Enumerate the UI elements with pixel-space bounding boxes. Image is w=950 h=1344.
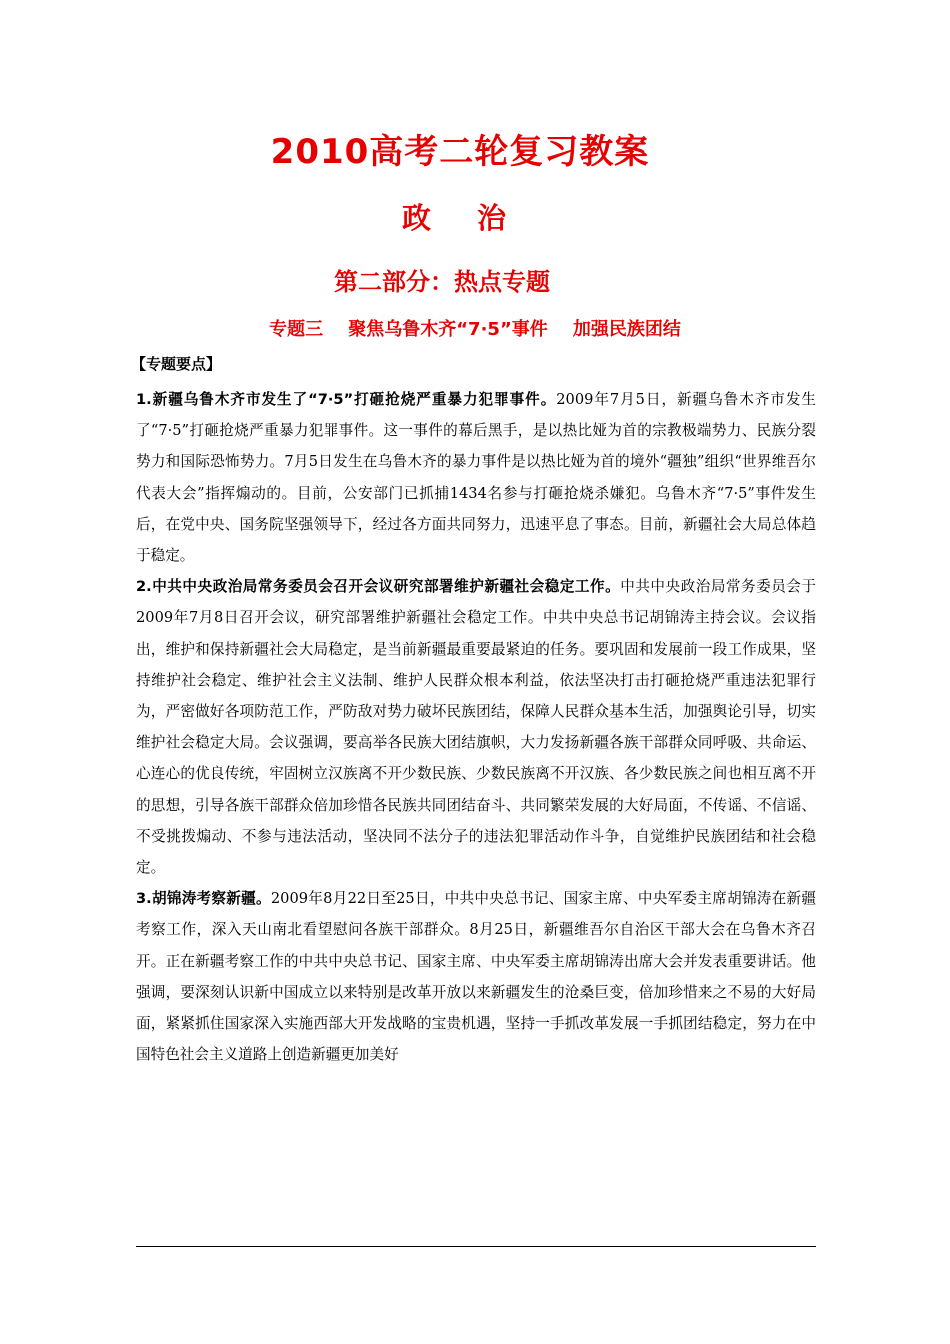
- point-paragraph-2: [136, 571, 816, 883]
- footer-rule: [136, 1246, 816, 1247]
- subject-char-right: 治: [477, 201, 507, 235]
- part-heading: 第二部分：热点专题: [334, 268, 550, 296]
- point-lead-1: 1.新疆乌鲁木齐市发生了“7·5”打砸抢烧严重暴力犯罪事件。: [136, 391, 557, 408]
- point-text-1: 2009年7月5日，新疆乌鲁木齐市发生了“7·5”打砸抢烧严重暴力犯罪事件。这一事件的幕后黑手，是以热比娅为首的宗教极端势力、民族分裂势力和国际恐怖势力。7月5日发生在乌鲁木齐的暴力事件是以热比娅为首的境外“疆独”组织“世界维吾尔代表大会”指挥煽动的。目前，公安部门已抓捕1434名参与打砸抢烧杀嫌犯。乌鲁木齐“7·5”事件发生后，在党中央、国务院坚强领导下，经过各方面共同努力，迅速平息了事态。目前，新疆社会大局总体趋于稳定。: [136, 391, 816, 565]
- point-text-2: 中共中央政治局常务委员会于2009年7月8日召开会议，研究部署维护新疆社会稳定工作。中共中央总书记胡锦涛主持会议。会议指出，维护和保持新疆社会大局稳定，是当前新疆最重要最紧迫的任务。要巩固和发展前一段工作成果，坚持维护社会稳定、维护社会主义法制、维护人民群众根本利益，依法坚决打击打砸抢烧严重违法犯罪行为，严密做好各项防范工作，严防敌对势力破坏民族团结，保障人民群众基本生活，加强舆论引导，切实维护社会稳定大局。会议强调，要高举各民族大团结旗帜，大力发扬新疆各族干部群众同呼吸、共命运、心连心的优良传统，牢固树立汉族离不开少数民族、少数民族离不开汉族、各少数民族之间也相互离不开的思想，引导各族干部群众倍加珍惜各民族共同团结奋斗、共同繁荣发展的大好局面，不传谣、不信谣、不受挑拨煽动、不参与违法活动，坚决同不法分子的违法犯罪活动作斗争，自觉维护民族团结和社会稳定。: [136, 578, 816, 877]
- document-body: [136, 384, 816, 1070]
- subject-char-left: 政: [401, 201, 431, 235]
- point-paragraph-3: [136, 883, 816, 1070]
- document-title: 2010高考二轮复习教案: [270, 132, 650, 172]
- point-lead-2: 2.中共中央政治局常务委员会召开会议研究部署维护新疆社会稳定工作。: [136, 578, 621, 596]
- point-paragraph-1: [136, 384, 816, 571]
- point-lead-3: 3.胡锦涛考察新疆。: [136, 890, 271, 908]
- subject-heading: [0, 196, 908, 240]
- section-label: 【专题要点】: [131, 355, 222, 373]
- point-text-3: 2009年8月22日至25日，中共中央总书记、国家主席、中央军委主席胡锦涛在新疆考察工作，深入天山南北看望慰问各族干部群众。8月25日，新疆维吾尔自治区干部大会在乌鲁木齐召开。正在新疆考察工作的中共中央总书记、国家主席、中央军委主席胡锦涛出席大会并发表重要讲话。他强调，要深刻认识新中国成立以来特别是改革开放以来新疆发生的沧桑巨变，倍加珍惜来之不易的大好局面，紧紧抓住国家深入实施西部大开发战略的宝贵机遇，坚持一手抓改革发展一手抓团结稳定，努力在中国特色社会主义道路上创造新疆更加美好: [136, 890, 816, 1064]
- topic-heading: 专题三 聚焦乌鲁木齐“7·5”事件 加强民族团结: [269, 319, 681, 340]
